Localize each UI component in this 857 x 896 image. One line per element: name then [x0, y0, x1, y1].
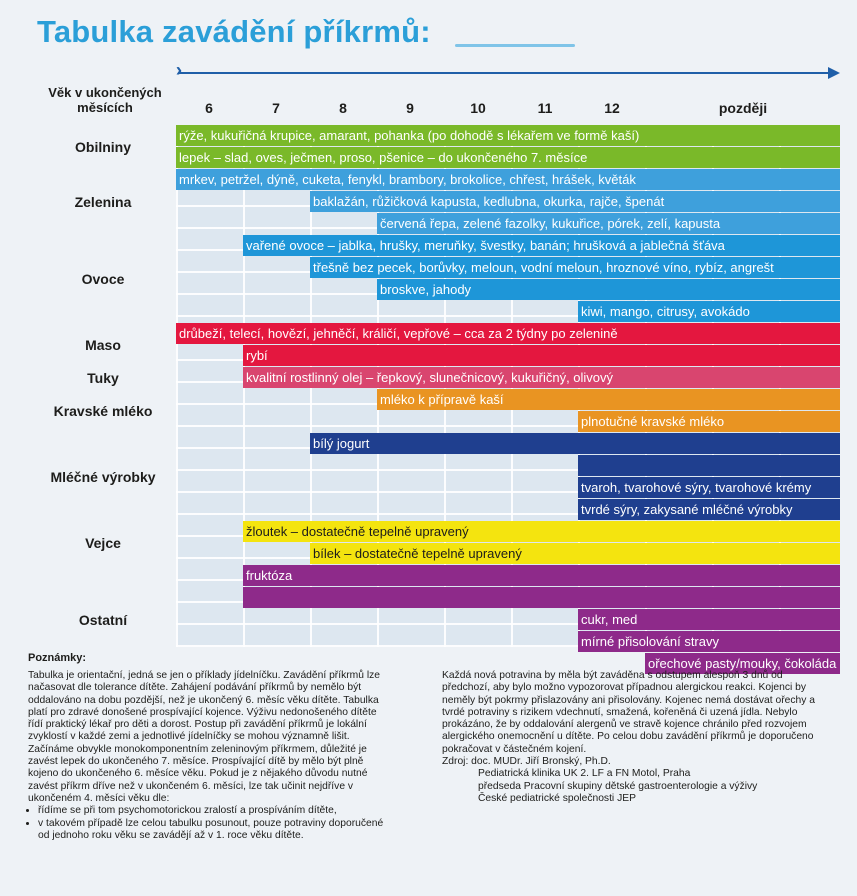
age-header: 12	[604, 100, 620, 116]
food-bar	[578, 455, 840, 476]
notes-left-text: Tabulka je orientační, jedná se jen o příklady jídelníčku. Zavádění příkrmů lze načasovat dle tolerance dítěte. Zahájení podávání příkrmů by nemělo být oddalováno na dobu pozdější, než je ukončený 6. měsíc věku dítěte. Tabulka platí pro zdravé donošené prospívající kojence. Výživu nedonošeného dítěte řídí praktický lékař pro děti a dorost. Postup při zavádění příkrmů je lokální zvyklostí v každé zemi a jednotlivé jídelníčky se mohou významně lišit. Začínáme obvykle monokomponentním zeleninovým příkrmem, důležité je zavést lepek do ukončeného 7. měsíce. Prospívající dítě by mělo být plně kojeno do ukončeného 6. měsíce věku. Pokud je z nějakého důvodu nutné zavést příkrm dříve než v ukončeném 6. měsíci, lze tak učinit nejdříve v ukončeném 4. měsíci věku dle:	[28, 670, 380, 804]
category-label: Maso	[85, 337, 121, 353]
notes-right-text: Každá nová potravina by měla být zaváděna s odstupem alespoň 3 dnů od předchozí, aby bylo možno vypozorovat případnou alergickou reakci. Kojenci by neměly být pokrmy přislazovány ani přisolovány. Kojenec nemá dostávat ořechy a tvrdé potraviny s rizikem vdechnutí, smažená, kořeněná či uzená jídla. Nebylo prokázáno, že by oddalování alergenů ve stravě kojence chránilo před rozvojem alergického onemocnění u dítěte. Po celou dobu zavádění příkrmů je doporučeno pokračovat v částečném kojení.	[442, 670, 815, 755]
category-label: Mléčné výrobky	[50, 469, 156, 485]
notes-right-column	[442, 670, 832, 805]
food-bar: kvalitní rostlinný olej – řepkový, slunečnicový, kukuřičný, olivový	[243, 367, 840, 388]
food-bar: rybí	[243, 345, 840, 366]
food-bar: kiwi, mango, citrusy, avokádo	[578, 301, 840, 322]
food-bar: fruktóza	[243, 565, 840, 586]
source-line: Pediatrická klinika UK 2. LF a FN Motol, Praha	[478, 768, 691, 780]
food-bar: bílý jogurt	[310, 433, 840, 454]
category-label: Tuky	[87, 370, 119, 386]
food-bar: třešně bez pecek, borůvky, meloun, vodní meloun, hroznové víno, rybíz, angrešt	[310, 257, 840, 278]
food-bar: vařené ovoce – jablka, hrušky, meruňky, švestky, banán; hrušková a jablečná šťáva	[243, 235, 840, 256]
food-bar: bílek – dostatečně tepelně upravený	[310, 543, 840, 564]
food-bar: mléko k přípravě kaší	[377, 389, 840, 410]
notes-bullet: • v takovém případě lze celou tabulku posunout, pouze potraviny doporučené od jednoho roku věku se zavádějí až v 1. roce věku dítěte.	[38, 818, 388, 843]
source-line: České pediatrické společnosti JEP	[478, 792, 636, 804]
age-axis-label: Věk v ukončených měsících	[48, 85, 162, 115]
category-label: Kravské mléko	[53, 403, 153, 419]
food-bar: broskve, jahody	[377, 279, 840, 300]
category-label: Ovoce	[81, 271, 125, 287]
timeline-arrow	[178, 72, 838, 74]
category-label: Ostatní	[78, 612, 128, 628]
food-bar: mírné přisolování stravy	[578, 631, 840, 652]
age-header: 7	[272, 100, 280, 116]
category-label: Obilniny	[75, 139, 131, 155]
title-underline	[455, 44, 575, 47]
food-bar	[243, 587, 840, 608]
food-bar: tvrdé sýry, zakysané mléčné výrobky	[578, 499, 840, 520]
source-line: předseda Pracovní skupiny dětské gastroenterologie a výživy	[478, 780, 758, 792]
arrow-head-icon	[828, 67, 840, 79]
food-bar: cukr, med	[578, 609, 840, 630]
notes-bullet: • řídíme se při tom psychomotorickou zralostí a prospíváním dítěte,	[38, 805, 388, 817]
food-bar: tvaroh, tvarohové sýry, tvarohové krémy	[578, 477, 840, 498]
source-label: Zdroj: doc. MUDr. Jiří Bronský, Ph.D.	[442, 756, 611, 768]
food-bar: drůbeží, telecí, hovězí, jehněčí, králičí, vepřové – cca za 2 týdny po zelenině	[176, 323, 840, 344]
notes-section	[28, 652, 828, 841]
food-bar: červená řepa, zelené fazolky, kukuřice, pórek, zelí, kapusta	[377, 213, 840, 234]
food-bar: žloutek – dostatečně tepelně upravený	[243, 521, 840, 542]
notes-title: Poznámky:	[28, 652, 87, 664]
age-header: 10	[470, 100, 486, 116]
food-bar: mrkev, petržel, dýně, cuketa, fenykl, brambory, brokolice, chřest, hrášek, květák	[176, 169, 840, 190]
age-header: 6	[205, 100, 213, 116]
category-label: Zelenina	[74, 194, 132, 210]
category-label: Vejce	[85, 535, 121, 551]
food-bar: ořechové pasty/mouky, čokoláda	[645, 653, 840, 674]
food-bar: lepek – slad, oves, ječmen, proso, pšenice – do ukončeného 7. měsíce	[176, 147, 840, 168]
page-title: Tabulka zavádění příkrmů:	[37, 14, 431, 49]
food-bar: rýže, kukuřičná krupice, amarant, pohanka (po dohodě s lékařem ve formě kaší)	[176, 125, 840, 146]
food-bar: plnotučné kravské mléko	[578, 411, 840, 432]
notes-left-column	[28, 670, 388, 842]
food-bar: baklažán, růžičková kapusta, kedlubna, okurka, rajče, špenát	[310, 191, 840, 212]
age-header: 8	[339, 100, 347, 116]
age-header: 9	[406, 100, 414, 116]
age-header: 11	[537, 100, 553, 116]
age-header: později	[718, 100, 768, 116]
notes-bullets	[28, 805, 388, 842]
